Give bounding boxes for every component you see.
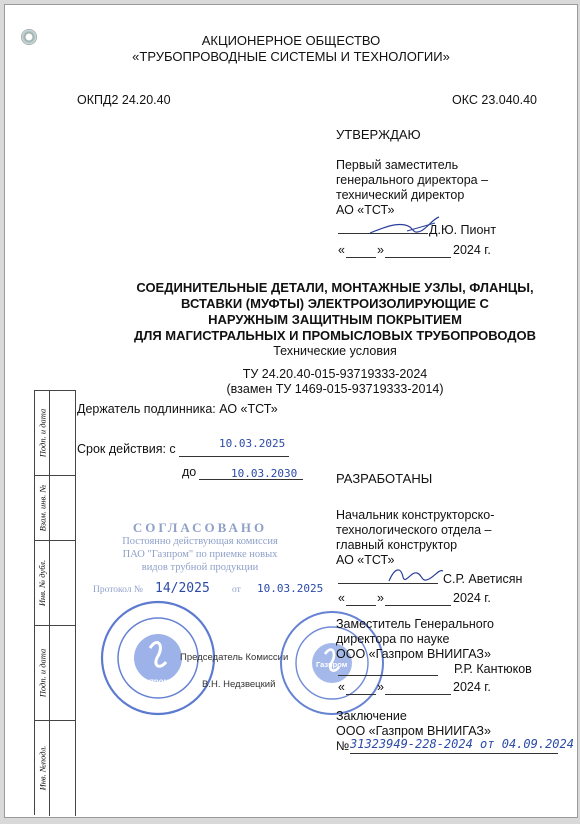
approval-title: УТВЕРЖДАЮ (336, 127, 421, 142)
approval-day-line (346, 257, 376, 258)
developed-line4: АО «ТСТ» (336, 553, 395, 567)
approval-line4: АО «ТСТ» (336, 203, 395, 217)
validity-from-date: 10.03.2025 (219, 437, 286, 450)
developed-line1: Начальник конструкторско- (336, 508, 495, 522)
conclusion-line1: Заключение (336, 709, 407, 723)
validity-from-line (179, 456, 289, 457)
sidebar-value-4 (49, 625, 76, 721)
sidebar-value-1 (49, 390, 76, 476)
org-name-line1: АКЦИОНЕРНОЕ ОБЩЕСТВО (201, 33, 381, 48)
doc-title-line1: СОЕДИНИТЕЛЬНЫЕ ДЕТАЛИ, МОНТАЖНЫЕ УЗЛЫ, ФЛАНЦЫ, (136, 280, 534, 295)
doc-subtitle: Технические условия (273, 344, 397, 358)
doc-replaces: (взамен ТУ 1469-015-93719333-2014) (226, 382, 444, 396)
developed-signer: С.Р. Аветисян (443, 572, 523, 586)
sidebar-value-2 (49, 475, 76, 541)
developed-date-year: 2024 г. (453, 591, 491, 605)
agreed-date-label: от (232, 585, 241, 595)
conclusion-number-line (350, 753, 558, 754)
sidebar-value-3 (49, 540, 76, 626)
conclusion-number-label: № (336, 739, 350, 753)
agreed-protocol-label: Протокол № (93, 585, 143, 595)
sidebar-label-4: Подп. и дата (37, 648, 47, 697)
seal-left-logo-text: Газпром (136, 677, 170, 686)
oks-code: ОКС 23.040.40 (452, 93, 537, 107)
seal-right-logo-text: Газпром (316, 660, 348, 669)
validity-to-date: 10.03.2030 (231, 467, 298, 480)
developed-date-close: » (377, 591, 384, 605)
sidebar-label-2: Взам. инв. № (37, 484, 48, 531)
sidebar-stamp-frame (34, 390, 75, 815)
approval-date-year: 2024 г. (453, 243, 491, 257)
approval-date-close: » (377, 243, 384, 257)
approval-month-line (385, 257, 451, 258)
agreed-stamp-line1: Постоянно действующая комиссия (122, 536, 278, 547)
approval-line2: генерального директора – (336, 173, 489, 187)
sidebar-label-3: Инв. № дубл. (37, 559, 48, 606)
validity-to-label: до (182, 465, 197, 479)
agreed-stamp-line2: ПАО "Газпром" по приемке новых (122, 549, 278, 560)
sidebar-label-1: Подп. и дата (37, 408, 47, 457)
agreed-chair-name: В.Н. Недзвецкий (202, 679, 276, 690)
deputy-date-close: » (377, 680, 384, 694)
doc-holder: Держатель подлинника: АО «ТСТ» (77, 402, 278, 416)
agreed-date: 10.03.2025 (257, 582, 324, 595)
doc-title-line4: ДЛЯ МАГИСТРАЛЬНЫХ И ПРОМЫСЛОВЫХ ТРУБОПРОВОДОВ (133, 328, 537, 343)
conclusion-line2: ООО «Газпром ВНИИГАЗ» (336, 724, 491, 738)
doc-title-line3: НАРУЖНЫМ ЗАЩИТНЫМ ПОКРЫТИЕМ (208, 312, 462, 327)
deputy-signature-line (338, 675, 438, 676)
deputy-day-line (346, 694, 376, 695)
deputy-signer: Р.Р. Кантюков (454, 662, 532, 676)
deputy-date-year: 2024 г. (453, 680, 491, 694)
doc-title-line2: ВСТАВКИ (МУФТЫ) ЭЛЕКТРОИЗОЛИРУЮЩИЕ С (181, 296, 489, 311)
developed-line3: главный конструктор (336, 538, 458, 552)
sidebar-value-5 (49, 720, 76, 816)
developed-month-line (385, 605, 451, 606)
developed-day-line (346, 605, 376, 606)
deputy-line2: директора по науке (336, 632, 450, 646)
approval-date-open: « (338, 243, 345, 257)
agreed-protocol-number: 14/2025 (155, 581, 210, 596)
deputy-line3: ООО «Газпром ВНИИГАЗ» (336, 647, 491, 661)
developed-title: РАЗРАБОТАНЫ (336, 471, 433, 486)
agreed-stamp-line3: видов трубной продукции (141, 562, 259, 573)
approval-line1: Первый заместитель (336, 158, 459, 172)
validity-label: Срок действия: с (77, 442, 176, 456)
okpd-code: ОКПД2 24.20.40 (77, 93, 171, 107)
document-page (4, 4, 578, 818)
developed-line2: технологического отдела – (336, 523, 492, 537)
developed-date-open: « (338, 591, 345, 605)
org-name-line2: «ТРУБОПРОВОДНЫЕ СИСТЕМЫ И ТЕХНОЛОГИИ» (132, 49, 450, 64)
approval-line3: технический директор (336, 188, 465, 202)
deputy-date-open: « (338, 680, 345, 694)
developed-signature (385, 563, 445, 589)
approval-signer: Д.Ю. Пионт (429, 223, 497, 237)
conclusion-number: 31323949-228-2024 от 04.09.2024 (350, 737, 574, 751)
agreed-stamp-title: СОГЛАСОВАНО (132, 520, 268, 535)
deputy-line1: Заместитель Генерального (336, 617, 494, 631)
agreed-chair-label: Председатель Комиссии (180, 652, 289, 663)
doc-code: ТУ 24.20.40-015-93719333-2024 (242, 367, 428, 381)
deputy-month-line (385, 694, 451, 695)
sidebar-label-5: Инв. №подл. (37, 745, 47, 790)
